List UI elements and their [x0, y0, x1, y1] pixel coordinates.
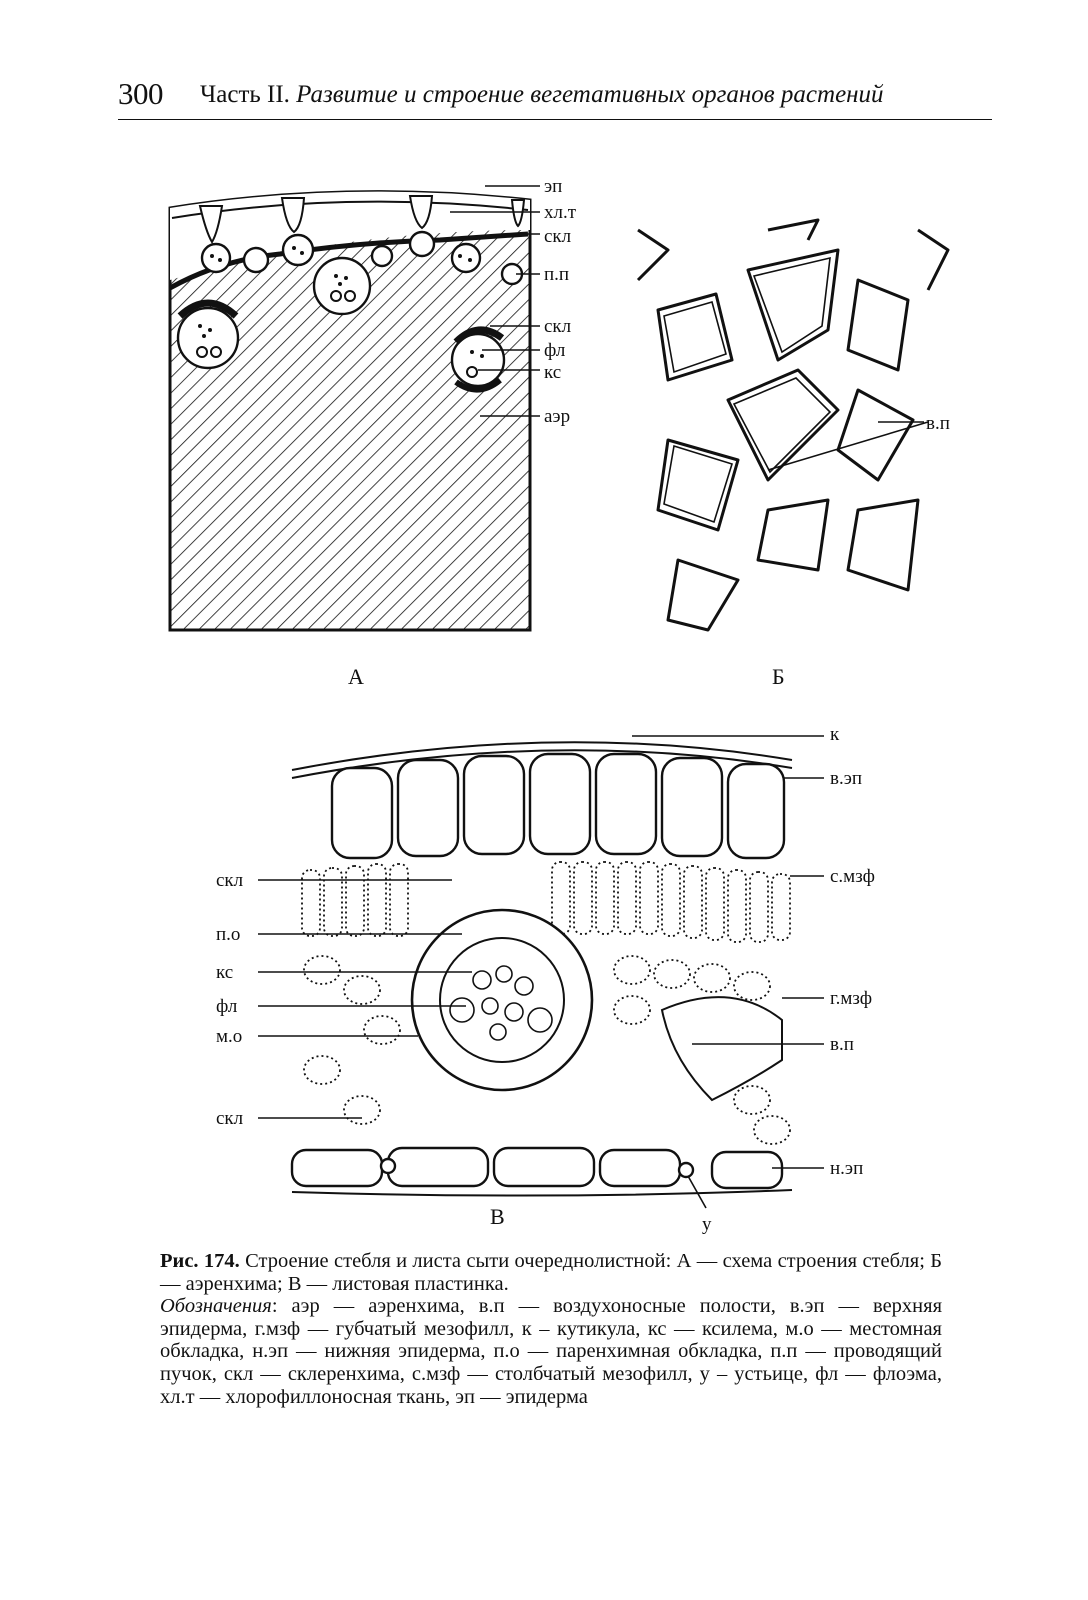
panel-letter-c: В — [490, 1204, 505, 1229]
part-label: Часть II. — [200, 81, 290, 108]
label-skl: скл — [544, 226, 572, 247]
label-fl: фл — [544, 340, 566, 361]
label-ks: кс — [544, 362, 562, 383]
caption-text: Строение стебля и листа сыти очереднолистной: А — схема строения стебля; Б — аэренхима; В — листовая пластинка. — [160, 1250, 943, 1295]
label-v-ep: в.эп — [830, 768, 863, 789]
label-po: п.о — [216, 924, 241, 945]
legend-text: : аэр — аэренхима, в.п — воздухоносные полости, в.эп — верхняя эпидерма, г.мзф — губчатый мезофилл, к – кутикула, кс — ксилема, м.о — местомная обкладка, н.эп — нижняя эпидерма, п.о — паренхимная обкладка, п.п — проводящий пучок, скл — склеренхима, с.мзф — столбчатый мезофилл, у – устьице, фл — флоэма, хл.т — хлорофиллоносная ткань, эп — эпидерма — [160, 1295, 942, 1408]
figure-panel-c — [212, 720, 902, 1240]
header-rule — [118, 119, 992, 120]
label-g-mzf: г.мзф — [830, 988, 873, 1009]
label-pp: п.п — [544, 264, 570, 285]
chapter-title: Развитие и строение вегетативных органов растений — [296, 81, 884, 108]
label-k: к — [830, 724, 840, 745]
panel-letter-a: А — [348, 664, 364, 689]
label-n-ep: н.эп — [830, 1158, 864, 1179]
label-mo: м.о — [216, 1026, 243, 1047]
label-vp-c: в.п — [830, 1034, 854, 1055]
label-chl-t: хл.т — [544, 202, 577, 223]
figure-caption — [160, 1250, 942, 1408]
label-s-mzf: с.мзф — [830, 866, 875, 887]
legend-title: Обозначения — [160, 1295, 272, 1318]
label-vp-b: в.п — [926, 413, 950, 434]
page-number: 300 — [118, 76, 163, 111]
figure-panel-a — [160, 170, 600, 650]
label-fl-c: фл — [216, 996, 238, 1017]
label-skl-2: скл — [544, 316, 572, 337]
label-skl-c: скл — [216, 870, 244, 891]
running-header — [118, 76, 992, 124]
figure-number: Рис. 174. — [160, 1250, 240, 1272]
label-u: у — [702, 1214, 712, 1235]
running-title — [200, 81, 884, 109]
label-aer: аэр — [544, 406, 571, 427]
figure-panel-b — [628, 210, 968, 640]
label-ep: эп — [544, 176, 563, 197]
label-skl-c-2: скл — [216, 1108, 244, 1129]
panel-letter-b: Б — [772, 664, 785, 689]
label-ks-c: кс — [216, 962, 234, 983]
